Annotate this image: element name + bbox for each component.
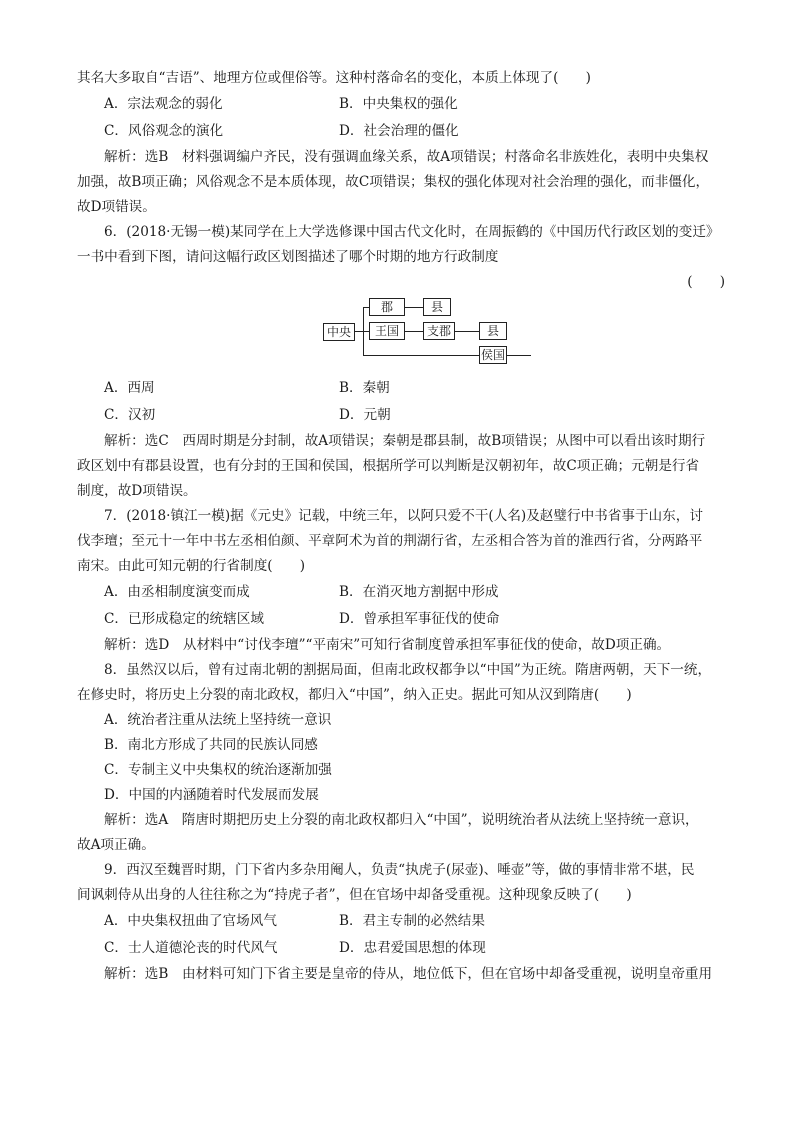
q7-stem-line: 伐李璮；至元十一年中书左丞相伯颜、平章阿术为首的荆湖行省，左丞相合答为首的淮西行省，分两路平 (77, 533, 703, 549)
q7-option-d[interactable]: D．曾承担军事征伐的使命 (339, 611, 500, 627)
box-houguo: 侯国 (480, 348, 505, 362)
q9-stem-line: 9．西汉至魏晋时期，门下省内多杂用阉人，负责“执虎子(尿壶)、唾壶”等，做的事情非常不堪，民 (104, 862, 695, 878)
q9-options-row-1 (77, 908, 727, 935)
q5-option-d[interactable]: D．社会治理的僵化 (339, 123, 459, 139)
q9-option-d[interactable]: D．忠君爱国思想的体现 (339, 940, 486, 956)
q9-analysis-line: 解析：选B 由材料可知门下省主要是皇帝的侍从，地位低下，但在官场中却备受重视，说明皇帝重用 (104, 966, 713, 982)
q7-stem-line: 7．(2018·镇江一模)据《元史》记载，中统三年，以阿只爱不干(人名)及赵璧行中书省事于山东，讨 (104, 508, 703, 524)
q6-stem-line: 一书中看到下图，请问这幅行政区划图描述了哪个时期的地方行政制度 (77, 249, 499, 265)
q9-option-a[interactable]: A．中央集权扭曲了官场风气 (104, 913, 277, 929)
q8-analysis-line: 解析：选A 隋唐时期把历史上分裂的南北政权都归入“中国”，说明统治者从法统上坚持统一意识， (104, 812, 699, 828)
q5-option-b[interactable]: B．中央集权的强化 (339, 96, 458, 112)
q6-option-b[interactable]: B．秦朝 (339, 380, 390, 396)
q5-option-c[interactable]: C．风俗观念的演化 (104, 123, 224, 139)
admin-division-diagram (77, 301, 727, 367)
q6-options-row-1 (77, 375, 727, 402)
q9-stem-line: 间讽刺侍从出身的人往往称之为“持虎子者”，但在官场中却备受重视。这种现象反映了( ) (77, 887, 632, 903)
q8-option-b[interactable]: B．南北方形成了共同的民族认同感 (104, 737, 318, 753)
q8-stem-line: 在修史时，将历史上分裂的南北政权，都归入“中国”，纳入正史。据此可知从汉到隋唐( ) (77, 687, 632, 703)
box-xian-mid: 县 (479, 322, 507, 340)
box-jun: 郡 (369, 298, 405, 316)
exam-page (77, 66, 727, 987)
q6-analysis-line: 制度，故D项错误。 (77, 483, 197, 499)
q5-option-a[interactable]: A．宗法观念的弱化 (104, 96, 223, 112)
q7-option-c[interactable]: C．已形成稳定的统辖区域 (104, 611, 264, 627)
q6-option-c[interactable]: C．汉初 (104, 407, 156, 423)
q6-analysis-line: 政区划中有郡县设置，也有分封的王国和侯国，根据所学可以判断是汉朝初年，故C项正确；元朝是行省 (77, 458, 700, 474)
q7-stem-line: 南宋。由此可知元朝的行省制度( ) (77, 558, 306, 574)
q5-options-row-2 (77, 118, 727, 145)
q5-analysis-line: 故D项错误。 (77, 199, 156, 215)
q6-options-row-2 (77, 402, 727, 429)
q5-analysis-line: 解析：选B 材料强调编户齐民，没有强调血缘关系，故A项错误；村落命名非族姓化，表明中央集权 (104, 149, 709, 165)
q6-answer-paren: ( ) (687, 274, 725, 290)
q7-options-row-2 (77, 606, 727, 633)
q6-stem-line: 6．(2018·无锡一模)某同学在上大学选修课中国古代文化时，在周振鹤的《中国历代行政区划的变迁》 (104, 224, 720, 240)
q8-stem-line: 8．虽然汉以后，曾有过南北朝的割据局面，但南北政权都争以“中国”为正统。隋唐两朝，天下一统， (104, 662, 712, 678)
q7-options-row-1 (77, 579, 727, 606)
q9-options-row-2 (77, 935, 727, 962)
q8-option-d[interactable]: D．中国的内涵随着时代发展而发展 (104, 787, 319, 803)
q6-option-a[interactable]: A．西周 (104, 380, 155, 396)
connector (405, 331, 423, 332)
q8-option-c[interactable]: C．专制主义中央集权的统治逐渐加强 (104, 762, 332, 778)
q9-option-c[interactable]: C．士人道德沦丧的时代风气 (104, 940, 278, 956)
box-wangguo: 王国 (369, 322, 405, 340)
q6-analysis-line: 解析：选C 西周时期是分封制，故A项错误；秦朝是郡县制，故B项错误；从图中可以看出该时期行 (104, 433, 706, 449)
q8-option-a[interactable]: A．统治者注重从法统上坚持统一意识 (104, 712, 332, 728)
box-central: 中央 (323, 323, 355, 341)
q7-option-b[interactable]: B．在消灭地方割据中形成 (339, 584, 499, 600)
q7-option-a[interactable]: A．由丞相制度演变而成 (104, 584, 250, 600)
q8-analysis-line: 故A项正确。 (77, 837, 155, 853)
connector (405, 307, 423, 308)
q5-analysis-line: 加强，故B项正确；风俗观念不是本质体现，故C项错误；集权的强化体现对社会治理的强化，而非僵化， (77, 174, 710, 190)
q5-stem-tail: 其名大多取自“吉语”、地理方位或俚俗等。这种村落命名的变化，本质上体现了( ) (77, 70, 591, 86)
q5-options-row-1 (77, 91, 727, 118)
q6-option-d[interactable]: D．元朝 (339, 407, 391, 423)
q9-option-b[interactable]: B．君主专制的必然结果 (339, 913, 485, 929)
box-zhijun: 支郡 (423, 322, 455, 340)
q7-analysis-line: 解析：选D 从材料中“讨伐李璮”“平南宋”可知行省制度曾承担军事征伐的使命，故D项正确。 (104, 637, 671, 653)
connector (355, 331, 363, 332)
box-xian-top: 县 (423, 298, 451, 316)
connector (455, 331, 479, 332)
